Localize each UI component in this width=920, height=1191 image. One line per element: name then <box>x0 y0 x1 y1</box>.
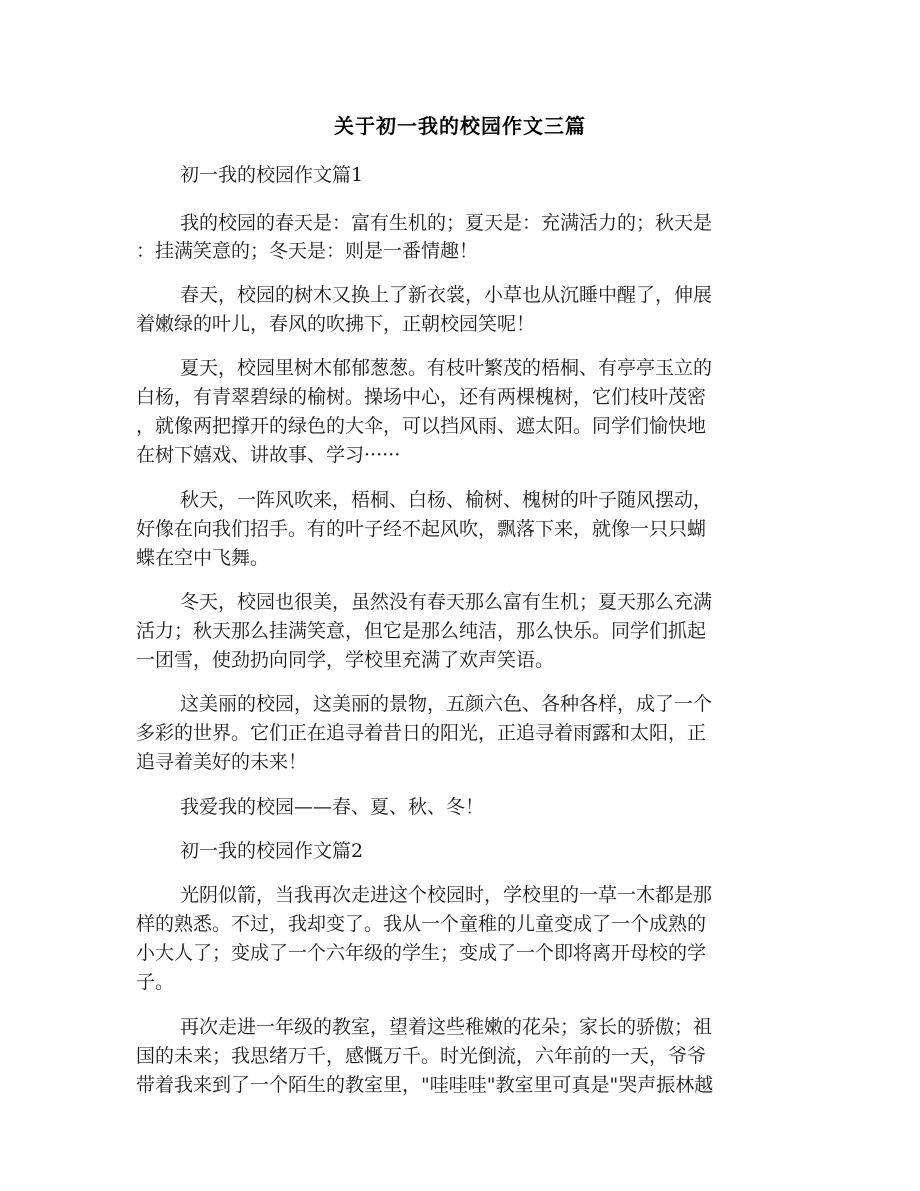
text-line: 春天，校园的树木又换上了新衣裳，小草也从沉睡中醒了，伸展 <box>180 284 713 306</box>
text-line: 带着我来到了一个陌生的教室里，"哇哇哇"教室里可真是"哭声振林越 <box>136 1074 714 1096</box>
text-line: 一团雪，使劲扔向同学，学校里充满了欢声笑语。 <box>136 649 555 671</box>
text-line: 小大人了；变成了一个六年级的学生；变成了一个即将离开母校的学 <box>136 942 707 964</box>
text-line: 我的校园的春天是：富有生机的；夏天是：充满活力的；秋天是 <box>180 212 713 234</box>
text-line: ：挂满笑意的；冬天是：则是一番情趣！ <box>136 240 479 262</box>
text-line: 样的熟悉。不过，我却变了。我从一个童稚的儿童变成了一个成熟的 <box>136 913 707 935</box>
text-line: 国的未来；我思绪万千，感慨万千。时光倒流，六年前的一天，爷爷 <box>136 1045 707 1067</box>
text-line: 夏天，校园里树木郁郁葱葱。有枝叶繁茂的梧桐、有亭亭玉立的 <box>180 357 713 379</box>
text-line: 追寻着美好的未来！ <box>136 751 308 773</box>
text-line: 光阴似箭，当我再次走进这个校园时，学校里的一草一木都是那 <box>180 884 713 906</box>
text-line: 这美丽的校园，这美丽的景物，五颜六色、各种各样，成了一个 <box>180 693 713 715</box>
text-line: 子。 <box>136 971 175 993</box>
text-line: 再次走进一年级的教室，望着这些稚嫩的花朵；家长的骄傲；祖 <box>180 1016 713 1038</box>
text-line: ，就像两把撑开的绿色的大伞，可以挡风雨、遮太阳。同学们愉快地 <box>136 415 707 437</box>
section-heading: 初一我的校园作文篇1 <box>180 164 364 186</box>
text-line: 多彩的世界。它们正在追寻着昔日的阳光，正追寻着雨露和太阳，正 <box>136 722 707 744</box>
text-line: 秋天，一阵风吹来，梧桐、白杨、榆树、槐树的叶子随风摆动， <box>180 489 713 511</box>
text-line: 好像在向我们招手。有的叶子经不起风吹，飘落下来，就像一只只蝴 <box>136 518 707 540</box>
text-line: 冬天，校园也很美，虽然没有春天那么富有生机；夏天那么充满 <box>180 591 713 613</box>
text-line: 蝶在空中飞舞。 <box>136 547 270 569</box>
text-line: 着嫩绿的叶儿，春风的吹拂下，正朝校园笑呢！ <box>136 313 536 335</box>
text-line: 我爱我的校园——春、夏、秋、冬！ <box>180 796 485 818</box>
text-line: 白杨，有青翠碧绿的榆树。操场中心，还有两棵槐树，它们枝叶茂密 <box>136 386 707 408</box>
text-line: 在树下嬉戏、讲故事、学习······ <box>136 444 401 466</box>
section-heading: 初一我的校园作文篇2 <box>180 840 364 862</box>
document-title: 关于初一我的校园作文三篇 <box>334 114 586 138</box>
text-line: 活力；秋天那么挂满笑意，但它是那么纯洁，那么快乐。同学们抓起 <box>136 620 707 642</box>
